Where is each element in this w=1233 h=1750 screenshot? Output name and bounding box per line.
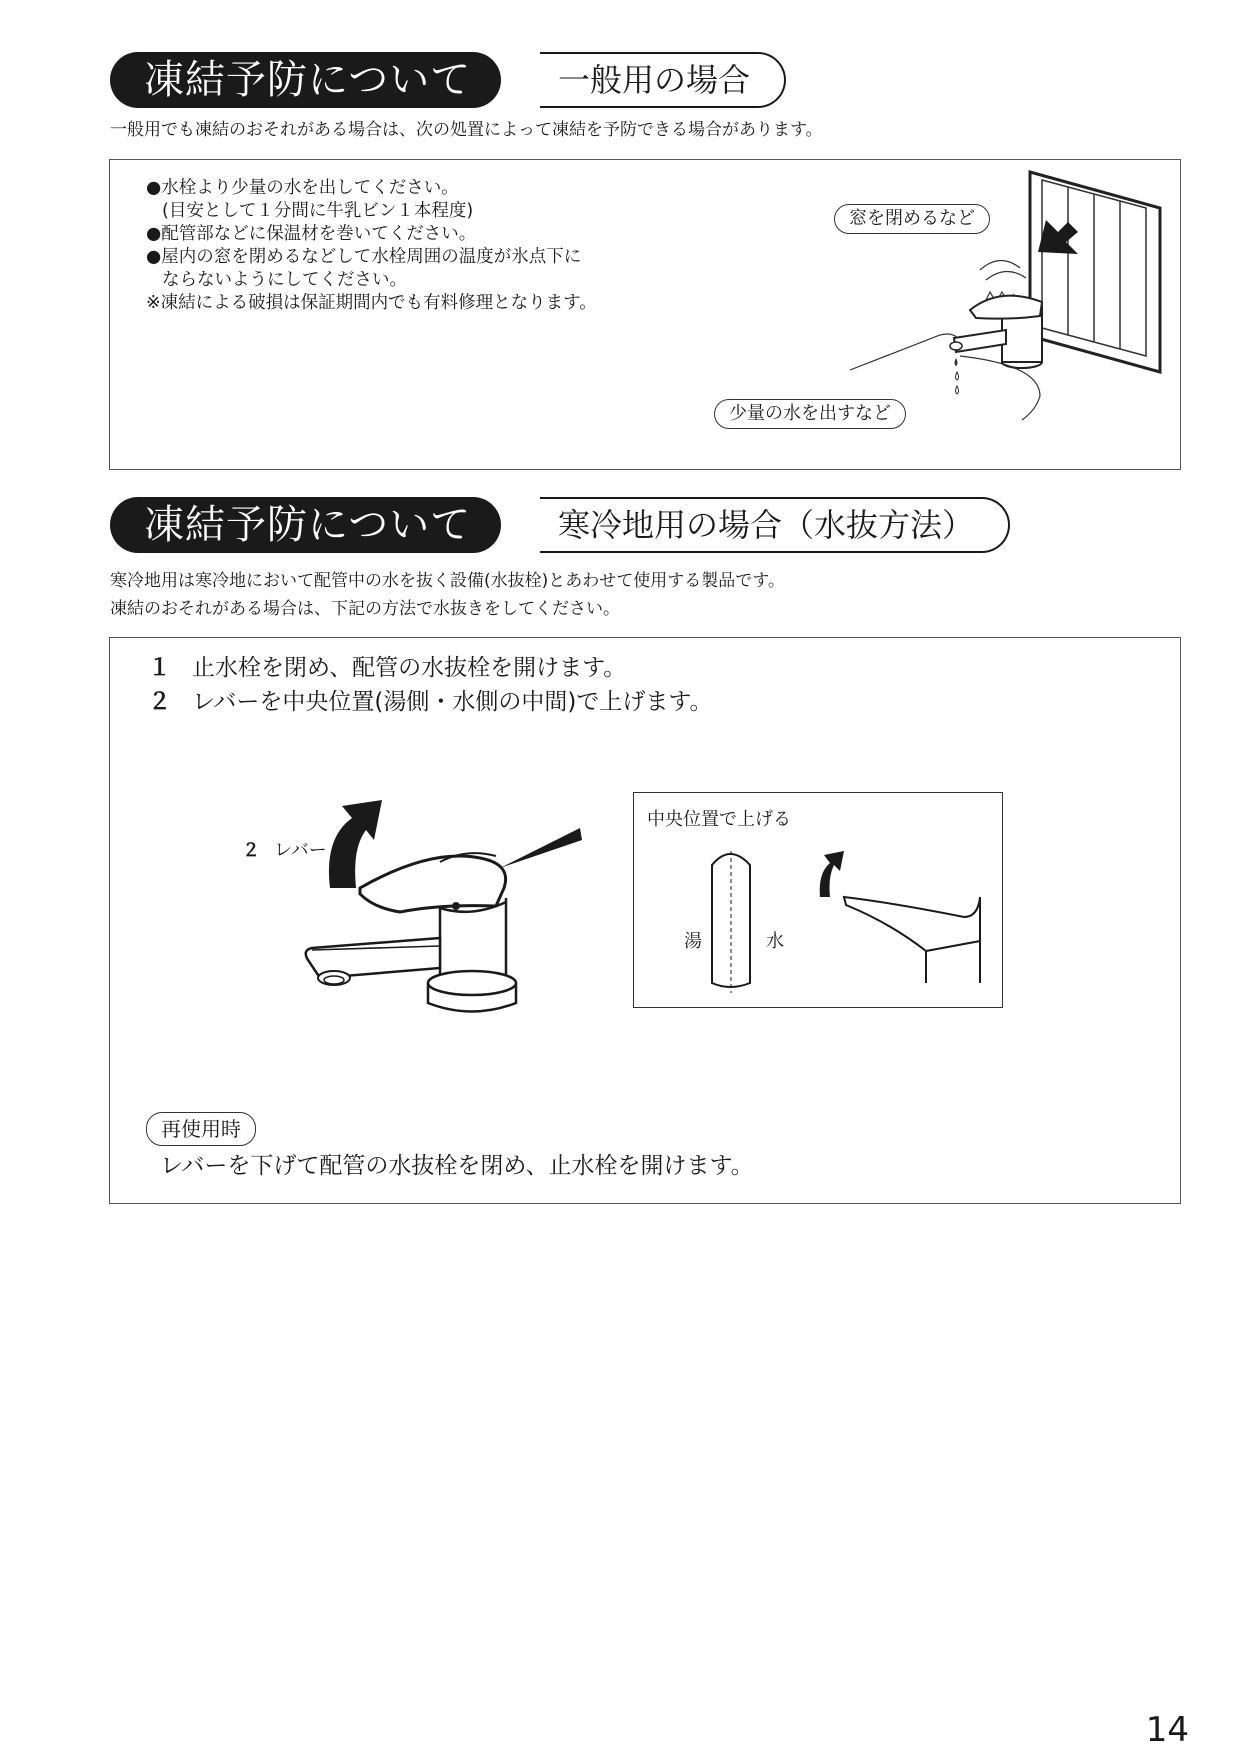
step-text: レバーを中央位置(湯側・水側の中間)で上げます。 [192, 689, 713, 715]
section2-intro [110, 567, 785, 623]
page-number: 14 [1145, 1710, 1189, 1750]
step-number: ２ [148, 689, 171, 715]
reuse-text: レバーを下げて配管の水抜栓を閉め、止水栓を開けます。 [160, 1153, 754, 1179]
step-1 [148, 652, 626, 684]
section1-subtitle: 一般用の場合 [540, 52, 786, 108]
bullet-item: (目安として１分間に牛乳ビン１本程度) [162, 201, 474, 221]
lever-position-diagram [634, 793, 1002, 1007]
section1-title: 凍結予防について [110, 52, 501, 108]
step-2 [148, 686, 713, 718]
hot-label: 湯 [684, 931, 702, 952]
reuse-label: 再使用時 [146, 1112, 256, 1146]
intro-line: 凍結のおそれがある場合は、下記の方法で水抜きをしてください。 [110, 599, 620, 619]
bullet-item: ●屋内の窓を閉めるなどして水栓周囲の温度が氷点下に [146, 247, 582, 267]
inset-box [633, 792, 1003, 1008]
bullet-item: ならないようにしてください。 [162, 270, 407, 290]
callout-run-water: 少量の水を出すなど [714, 399, 906, 429]
cold-label: 水 [766, 931, 784, 952]
bullet-item: ●水栓より少量の水を出してください。 [146, 178, 459, 198]
intro-line: 寒冷地用は寒冷地において配管中の水を抜く設備(水抜栓)とあわせて使用する製品です。 [110, 571, 785, 591]
section2-title: 凍結予防について [110, 497, 501, 553]
section2-subtitle: 寒冷地用の場合（水抜方法） [540, 497, 1010, 553]
lever-label-text: レバー [274, 840, 327, 861]
section1-intro: 一般用でも凍結のおそれがある場合は、次の処置によって凍結を予防できる場合があります。 [110, 120, 823, 140]
section2-box [109, 637, 1181, 1204]
step-number: １ [148, 655, 171, 681]
callout-close-window: 窓を閉めるなど [834, 204, 990, 234]
bullet-item: ●配管部などに保温材を巻いてください。 [146, 224, 477, 244]
section1-box [109, 159, 1181, 470]
lever-label-number: ２ [242, 840, 260, 861]
inset-title: 中央位置で上げる [647, 809, 791, 830]
section1-bullets [146, 177, 597, 315]
step-text: 止水栓を閉め、配管の水抜栓を開けます。 [192, 655, 627, 681]
bullet-item: ※凍結による破損は保証期間内でも有料修理となります。 [146, 293, 597, 313]
